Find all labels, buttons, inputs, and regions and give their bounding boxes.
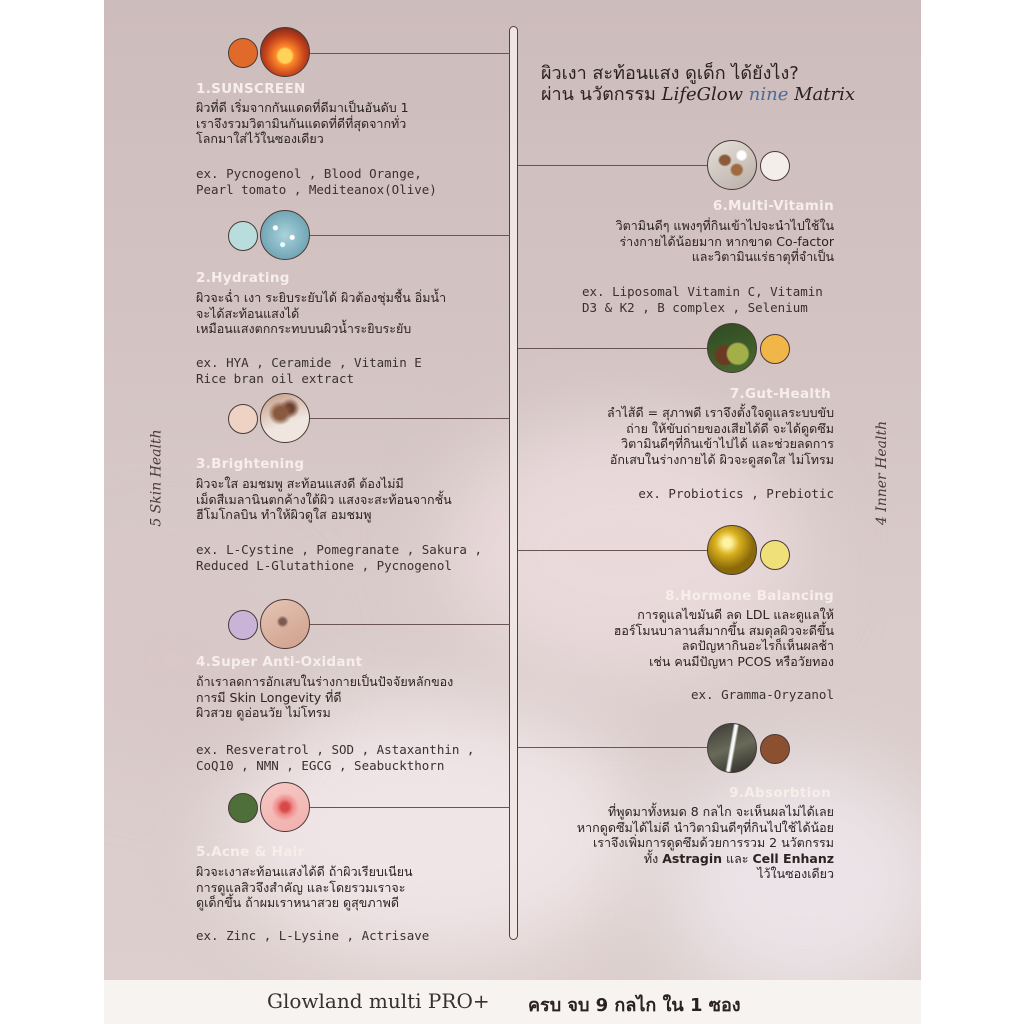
- fruit-photo-icon: [707, 323, 757, 373]
- anti-oxidant-examples: ex. Resveratrol , SOD , Astaxanthin , CoQ10 , NMN , EGCG , Seabuckthorn: [196, 742, 475, 773]
- absorbtion-astragin: Astragin: [662, 850, 723, 866]
- multi-vitamin-examples: ex. Liposomal Vitamin C, Vitamin D3 & K2 , B complex , Selenium: [582, 284, 823, 315]
- side-label-inner-health: 4 Inner Health: [874, 420, 891, 526]
- hydrating-description: ผิวจะฉ่ำ เงา ระยิบระยับได้ ผิวต้องชุ่มชื้น อิ่มน้ำ จะได้สะท้อนแสงได้ เหมือนแสงตกกระทบบนผิวน้ำระยิบระยับ: [196, 290, 447, 336]
- absorbtion-description: [480, 804, 834, 882]
- hydrating-color-dot: [228, 221, 258, 251]
- absorbtion-line-1: ที่พูดมาทั้งหมด 8 กลไก จะเห็นผลไม่ได้เลย: [607, 804, 834, 819]
- waterfall-photo-icon: [707, 723, 757, 773]
- acne-hair-description: ผิวจะเงาสะท้อนแสงได้ดี ถ้าผิวเรียบเนียน การดูแลสิวจึงสำคัญ และโดยรวมเราจะ ดูเด็กขึ้น ถ้าผมเราหนาสวย ดูสุขภาพดี: [196, 864, 413, 910]
- hormone-examples: ex. Gramma-Oryzanol: [691, 687, 834, 702]
- sunscreen-examples: ex. Pycnogenol , Blood Orange, Pearl tomato , Mediteanox(Olive): [196, 166, 437, 197]
- brightening-examples: ex. L-Cystine , Pomegranate , Sakura , Reduced L-Glutathione , Pycnogenol: [196, 542, 482, 573]
- anti-oxidant-color-dot: [228, 610, 258, 640]
- sunscreen-color-dot: [228, 38, 258, 68]
- absorbtion-color-dot: [760, 734, 790, 764]
- multi-vitamin-description: วิตามินดีๆ แพงๆที่กินเข้าไปจะนำไปใช้ใน ร่างกายได้น้อยมาก หากขาด Co-factor และวิตามินแร่ธาตุที่จำเป็น: [615, 218, 834, 264]
- headline-line-2: [541, 79, 855, 108]
- capsules-photo-icon: [707, 140, 757, 190]
- absorbtion-word-with: ทั้ง: [643, 850, 659, 866]
- gut-health-color-dot: [760, 334, 790, 364]
- absorbtion-line-2: หากดูดซึมได้ไม่ดี นำวิตามินดีๆที่กินไปใช้ได้น้อย: [576, 819, 834, 835]
- headline-line-1: ผิวเงา สะท้อนแสง ดูเด็ก ได้ยังไง?: [541, 63, 799, 84]
- oil-drop-photo-icon: [707, 525, 757, 575]
- timeline-spine: [509, 26, 518, 940]
- brightening-connector: [310, 418, 510, 419]
- hormone-color-dot: [760, 540, 790, 570]
- footer-bar: [104, 980, 921, 1024]
- footer-tagline: ครบ จบ 9 กลไก ใน 1 ซอง: [528, 995, 741, 1016]
- absorbtion-line-3: เราจึงเพิ่มการดูดซึมด้วยการรวม 2 นวัตกรรม: [593, 835, 834, 850]
- acne-hair-title: 5.Acne & Hair: [196, 844, 305, 860]
- gut-health-connector: [518, 348, 708, 349]
- acne-skin-photo-icon: [260, 782, 310, 832]
- multi-vitamin-title: 6.Multi-Vitamin: [712, 198, 834, 214]
- gut-health-examples: ex. Probiotics , Prebiotic: [638, 486, 834, 501]
- gut-health-description: ลำไส้ดี = สุภาพดี เราจึงตั้งใจดูแลระบบขับ ถ่าย ให้ขับถ่ายของเสียได้ดี จะได้ดูดซึม วิตามินดีๆที่กินเข้าไปได้ และช่วยลดการ อักเสบในร่างกายได้ ผิวจะดูสดใส ไม่โทรม: [606, 405, 834, 467]
- absorbtion-cell-enhanz: Cell Enhanz: [752, 850, 834, 866]
- anti-oxidant-title: 4.Super Anti-Oxidant: [196, 654, 363, 670]
- hormone-description: การดูแลไขมันดี ลด LDL และดูแลให้ ฮอร์โมนบาลานส์มากขึ้น สมดุลผิวจะดีขึ้น ลดปัญหากินอะไรก็เห็นผลช้า เช่น คนมีปัญหา PCOS หรือวัยทอง: [613, 607, 834, 669]
- footer-brand: Glowland multi PRO+: [267, 989, 490, 1013]
- absorbtion-line-4: [480, 851, 834, 867]
- hydrating-connector: [310, 235, 510, 236]
- hydrating-examples: ex. HYA , Ceramide , Vitamin E Rice bran oil extract: [196, 355, 422, 386]
- gut-health-title: 7.Gut-Health: [729, 386, 831, 402]
- absorbtion-word-and: และ: [726, 850, 749, 866]
- absorbtion-connector: [518, 747, 708, 748]
- brightening-title: 3.Brightening: [196, 456, 305, 472]
- face-photo-icon: [260, 599, 310, 649]
- multi-vitamin-color-dot: [760, 151, 790, 181]
- anti-oxidant-connector: [310, 624, 510, 625]
- sunscreen-title: 1.SUNSCREEN: [196, 81, 306, 97]
- brightening-color-dot: [228, 404, 258, 434]
- brand-lifeglow: LifeGlow: [661, 84, 744, 105]
- sunset-photo-icon: [260, 27, 310, 77]
- hormone-connector: [518, 550, 708, 551]
- anti-oxidant-description: ถ้าเราลดการอักเสบในร่างกายเป็นปัจจัยหลักของ การมี Skin Longevity ที่ดี ผิวสวย ดูอ่อนวัย ไม่โทรม: [196, 674, 454, 720]
- sunscreen-connector: [310, 53, 510, 54]
- multi-vitamin-connector: [518, 165, 708, 166]
- side-label-skin-health: 5 Skin Health: [148, 429, 165, 527]
- brand-nine: nine: [748, 84, 789, 105]
- brightening-description: ผิวจะใส อมชมพู สะท้อนแสงดี ต้องไม่มี เม็ดสีเมลานินตกค้างใต้ผิว แสงจะสะท้อนจากชั้น ฮีโมโกลบิน ทำให้ผิวดูใส อมชมพู: [196, 476, 452, 522]
- absorbtion-line-5: ไว้ในซองเดียว: [757, 866, 834, 881]
- acne-hair-color-dot: [228, 793, 258, 823]
- brand-matrix: Matrix: [794, 84, 856, 105]
- hormone-title: 8.Hormone Balancing: [665, 588, 834, 604]
- skin-texture-photo-icon: [260, 393, 310, 443]
- water-photo-icon: [260, 210, 310, 260]
- hydrating-title: 2.Hydrating: [196, 270, 290, 286]
- acne-hair-examples: ex. Zinc , L-Lysine , Actrisave: [196, 928, 430, 943]
- headline-prefix: ผ่าน นวัตกรรม: [541, 84, 656, 105]
- sunscreen-description: ผิวที่ดี เริ่มจากกันแดดที่ดีมาเป็นอันดับ 1 เราจึงรวมวิตามินกันแดดที่ดีที่สุดจากทั่ว โลกมาใส่ไว้ในซองเดียว: [196, 100, 409, 146]
- absorbtion-title: 9.Absorbtion: [729, 785, 831, 801]
